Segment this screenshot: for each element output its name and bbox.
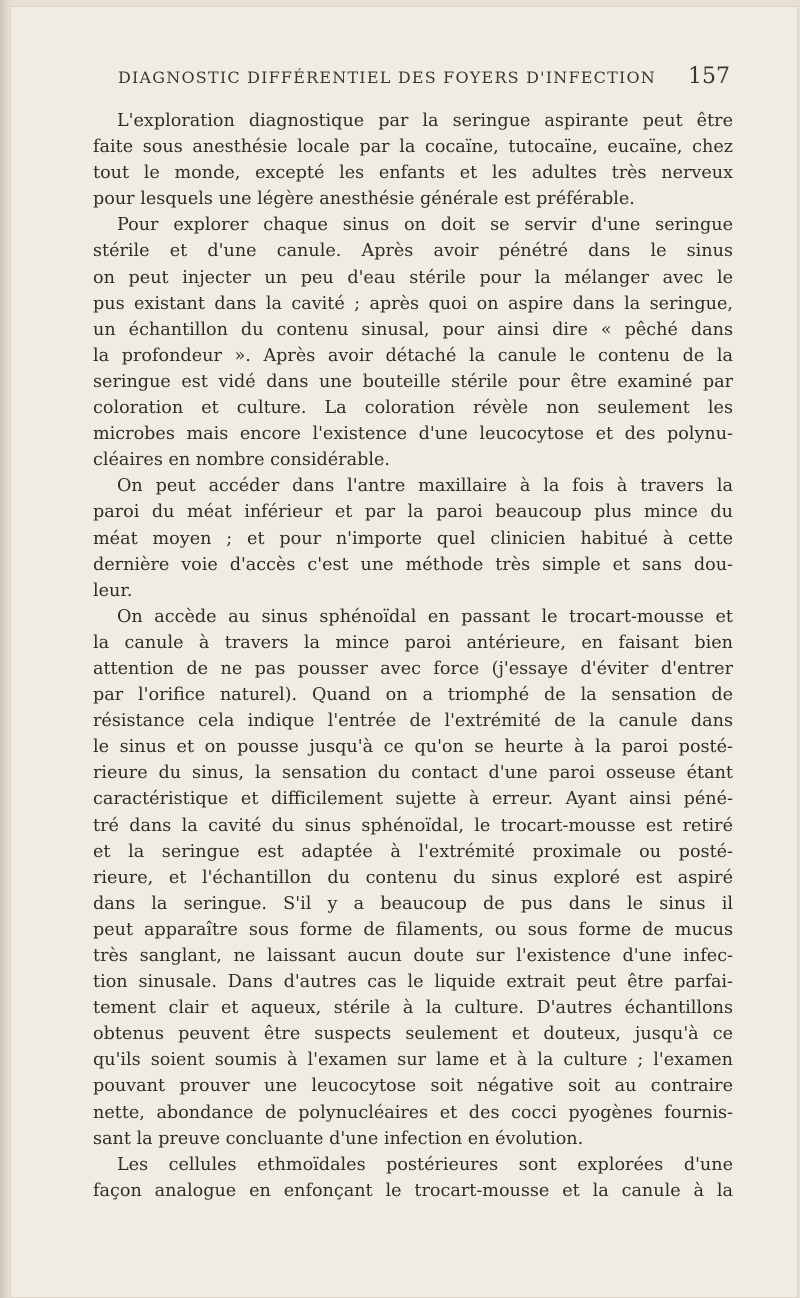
- text-line: leur.: [93, 580, 133, 601]
- page-gutter-shadow: [0, 0, 10, 1298]
- text-line: la canule à travers la mince paroi antérieure, en faisant bien: [93, 632, 733, 653]
- page-header: [118, 64, 730, 92]
- text-line: L'exploration diagnostique par la seringue aspirante peut être: [117, 111, 733, 131]
- text-line: la profondeur ». Après avoir détaché la canule le contenu de la: [93, 345, 733, 366]
- text-line: on peut injecter un peu d'eau stérile pour la mélanger avec le: [93, 267, 733, 288]
- text-line: pus existant dans la cavité ; après quoi on aspire dans la seringue,: [93, 293, 733, 314]
- text-line: coloration et culture. La coloration révèle non seulement les: [93, 398, 733, 419]
- text-line: tion sinusale. Dans d'autres cas le liquide extrait peut être parfai-: [93, 972, 733, 993]
- text-line: pouvant prouver une leucocytose soit négative soit au contraire: [93, 1076, 733, 1097]
- text-line: résistance cela indique l'entrée de l'extrémité de la canule dans: [93, 711, 733, 732]
- text-line: peut apparaître sous forme de filaments, ou sous forme de mucus: [93, 919, 733, 940]
- text-line: paroi du méat inférieur et par la paroi beaucoup plus mince du: [93, 502, 733, 523]
- text-line: par l'orifice naturel). Quand on a triomphé de la sensation de: [93, 685, 733, 706]
- text-line: rieure du sinus, la sensation du contact d'une paroi osseuse étant: [93, 763, 733, 784]
- text-line: tout le monde, excepté les enfants et les adultes très nerveux: [93, 163, 733, 184]
- text-line: tré dans la cavité du sinus sphénoïdal, le trocart-mousse est retiré: [93, 815, 733, 836]
- text-line: façon analogue en enfonçant le trocart-mousse et la canule à la: [93, 1180, 733, 1201]
- text-line: Les cellules ethmoïdales postérieures sont explorées d'une: [117, 1154, 733, 1175]
- text-line: dernière voie d'accès c'est une méthode très simple et sans dou-: [93, 554, 733, 575]
- text-line: très sanglant, ne laissant aucun doute sur l'existence d'une infec-: [93, 946, 733, 966]
- body-text: [93, 108, 733, 1204]
- text-line: On accède au sinus sphénoïdal en passant le trocart-mousse et: [117, 606, 733, 627]
- paragraph: [93, 604, 733, 1152]
- text-line: obtenus peuvent être suspects seulement et douteux, jusqu'à ce: [93, 1024, 733, 1045]
- text-line: pour lesquels une légère anesthésie générale est préférable.: [93, 189, 635, 210]
- text-line: cléaires en nombre considérable.: [93, 450, 390, 471]
- running-title: DIAGNOSTIC DIFFÉRENTIEL DES FOYERS D'INFECTION: [118, 68, 657, 87]
- text-line: rieure, et l'échantillon du contenu du sinus exploré est aspiré: [93, 867, 733, 888]
- page-number: 157: [688, 64, 730, 89]
- text-line: caractéristique et difficilement sujette à erreur. Ayant ainsi péné-: [93, 789, 733, 810]
- text-line: On peut accéder dans l'antre maxillaire à la fois à travers la: [117, 476, 733, 497]
- text-line: faite sous anesthésie locale par la cocaïne, tutocaïne, eucaïne, chez: [93, 137, 733, 158]
- text-line: méat moyen ; et pour n'importe quel clinicien habitué à cette: [93, 528, 733, 549]
- text-line: attention de ne pas pousser avec force (j'essaye d'éviter d'entrer: [93, 658, 733, 679]
- text-line: sant la preuve concluante d'une infection en évolution.: [93, 1128, 584, 1149]
- paragraph: [93, 473, 733, 603]
- text-line: un échantillon du contenu sinusal, pour ainsi dire « pêché dans: [93, 319, 733, 340]
- text-line: microbes mais encore l'existence d'une leucocytose et des polynu-: [93, 424, 733, 445]
- text-line: le sinus et on pousse jusqu'à ce qu'on se heurte à la paroi posté-: [93, 737, 733, 758]
- text-line: stérile et d'une canule. Après avoir pénétré dans le sinus: [93, 241, 733, 262]
- paragraph: [93, 1152, 733, 1204]
- paragraph: [93, 108, 733, 212]
- text-line: Pour explorer chaque sinus on doit se servir d'une seringue: [117, 215, 733, 236]
- text-line: qu'ils soient soumis à l'examen sur lame et à la culture ; l'examen: [93, 1050, 733, 1071]
- text-line: tement clair et aqueux, stérile à la culture. D'autres échantillons: [93, 998, 733, 1019]
- text-line: dans la seringue. S'il y a beaucoup de pus dans le sinus il: [93, 893, 733, 914]
- paragraph: [93, 212, 733, 473]
- text-line: nette, abondance de polynucléaires et des cocci pyogènes fournis-: [93, 1102, 733, 1123]
- text-line: seringue est vidé dans une bouteille stérile pour être examiné par: [93, 371, 733, 392]
- text-line: et la seringue est adaptée à l'extrémité proximale ou posté-: [93, 841, 733, 862]
